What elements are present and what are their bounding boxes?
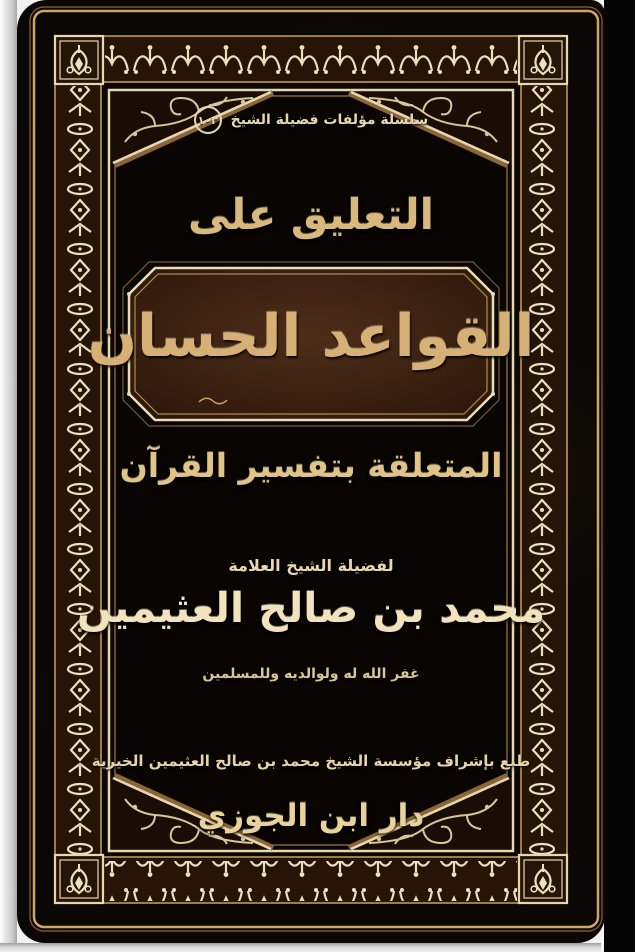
corner-motif-icon [519,855,567,903]
series-number-badge: ١٠٣ [194,106,222,134]
book-main-title: القواعد الحسان [87,302,535,370]
book-cover [17,0,605,943]
author-honorific: لفضيلة الشيخ العلامة [228,556,394,575]
supervision-note: طبع بإشراف مؤسسة الشيخ محمد بن صالح العثيمين الخيرية [91,752,531,770]
series-label: سلسلة مؤلفات فضيلة الشيخ [230,112,429,128]
page-background-right [601,0,635,952]
page-background-bottom [0,943,601,952]
corner-motif-icon [519,36,567,84]
corner-motif-icon [55,36,103,84]
page-background-left [0,0,17,952]
corner-motif-icon [55,855,103,903]
author-dua: غفر الله له ولوالديه وللمسلمين [202,666,420,682]
book-title-intro: التعليق على [187,190,435,239]
series-line [17,106,605,134]
book-subtitle: المتعلقة بتفسير القرآن [119,446,503,485]
publisher-name: دار ابن الجوزي [197,798,425,834]
author-name: محمد بن صالح العثيمين [76,584,546,632]
